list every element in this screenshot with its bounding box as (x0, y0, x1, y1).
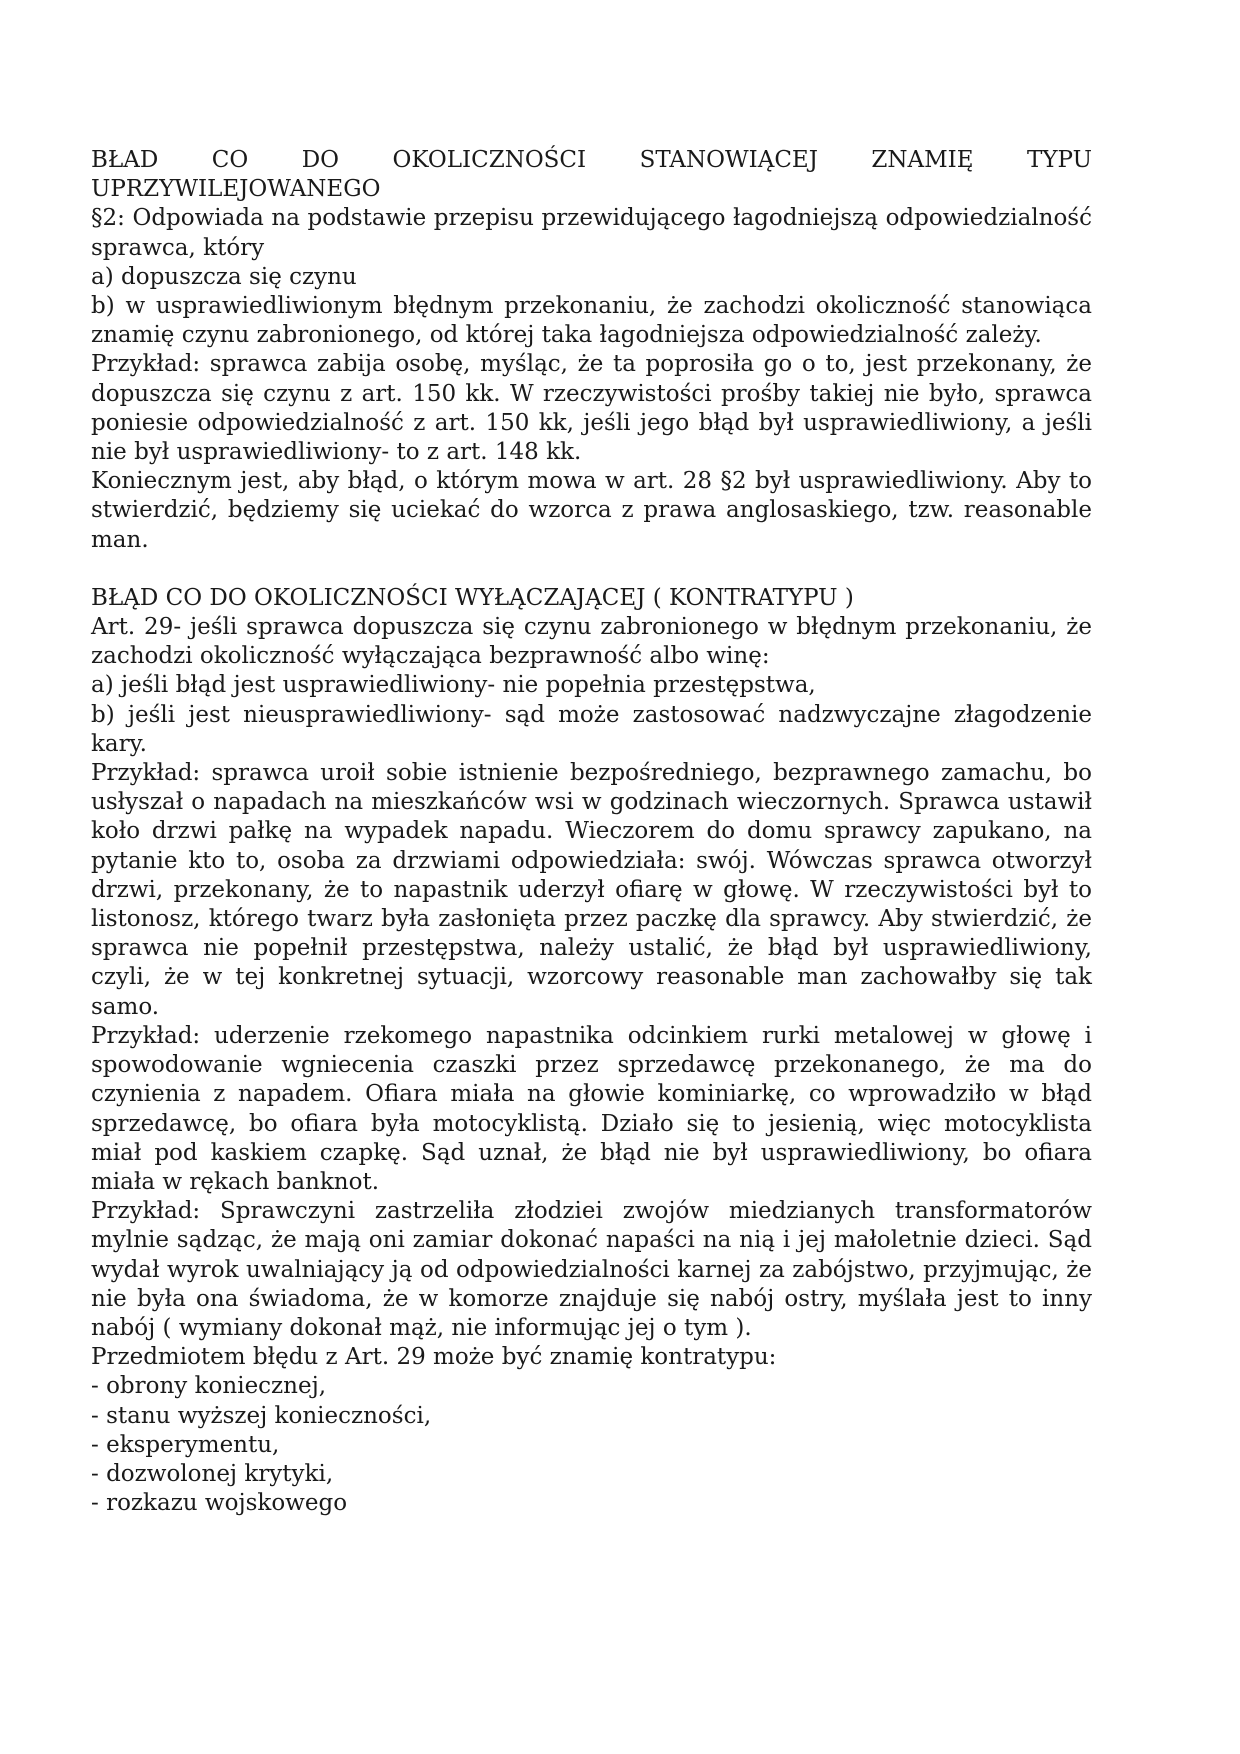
section1-heading: BŁAD CO DO OKOLICZNOŚCI STANOWIĄCEJ ZNAMIĘ TYPU UPRZYWILEJOWANEGO (91, 147, 1092, 203)
section2-paragraph-1: Art. 29- jeśli sprawca dopuszcza się czynu zabronionego w błędnym przekonaniu, że zachodzi okoliczność wyłączająca bezprawność albo winę: (91, 614, 1092, 670)
section2-example-3: Przykład: Sprawczyni zastrzeliła złodziei zwojów miedzianych transformatorów mylnie sądząc, że mają oni zamiar dokonać napaści na nią i jej małoletnie dzieci. Sąd wydał wyrok uwalniający ją od odpowiedzialności karnej za zabójstwo, przyjmując, że nie była ona świadoma, że w komorze znajduje się nabój ostry, myślała jest to inny nabój ( wymiany dokonał mąż, nie informując jej o tym ). (91, 1198, 1092, 1341)
kontratyp-list (91, 1372, 1092, 1518)
section1-item-b: b) w usprawiedliwionym błędnym przekonaniu, że zachodzi okoliczność stanowiąca znamię czynu zabronionego, od której taka łagodniejsza odpowiedzialność zależy. (91, 293, 1092, 349)
document-page (91, 146, 1092, 1518)
section2-heading: BŁĄD CO DO OKOLICZNOŚCI WYŁĄCZAJĄCEJ ( KONTRATYPU ) (91, 584, 854, 611)
section2-item-b: b) jeśli jest nieusprawiedliwiony- sąd może zastosować nadzwyczajne złagodzenie kary. (91, 701, 1092, 757)
section2-list-intro: Przedmiotem błędu z Art. 29 może być znamię kontratypu: (91, 1344, 777, 1371)
section1-paragraph-1: §2: Odpowiada na podstawie przepisu przewidującego łagodniejszą odpowiedzialność sprawca, który (91, 205, 1092, 261)
list-item: - stanu wyższej konieczności, (91, 1402, 432, 1429)
section2-item-a: a) jeśli błąd jest usprawiedliwiony- nie popełnia przestępstwa, (91, 672, 816, 699)
section2-example-2: Przykład: uderzenie rzekomego napastnika odcinkiem rurki metalowej w głowę i spowodowanie wgniecenia czaszki przez sprzedawcę przekonanego, że ma do czynienia z napadem. Ofiara miała na głowie kominiarkę, co wprowadziło w błąd sprzedawcę, bo ofiara była motocyklistą. Działo się to jesienią, więc motocyklista miał pod kaskiem czapkę. Sąd uznał, że błąd nie był usprawiedliwiony, bo ofiara miała w rękach banknot. (91, 1022, 1092, 1195)
list-item: - obrony koniecznej, (91, 1373, 327, 1400)
section2-example-1: Przykład: sprawca uroił sobie istnienie bezpośredniego, bezprawnego zamachu, bo usłyszał o napadach na mieszkańców wsi w godzinach wieczornych. Sprawca ustawił koło drzwi pałkę na wypadek napadu. Wieczorem do domu sprawcy zapukano, na pytanie kto to, osoba za drzwiami odpowiedziała: swój. Wówczas sprawca otworzył drzwi, przekonany, że to napastnik uderzył ofiarę w głowę. W rzeczywistości był to listonosz, którego twarz była zasłonięta przez paczkę dla sprawcy. Aby stwierdzić, że sprawca nie popełnił przestępstwa, należy ustalić, że błąd był usprawiedliwiony, czyli, że w tej konkretnej sytuacji, wzorcowy reasonable man zachowałby się tak samo. (91, 760, 1092, 1020)
list-item: - dozwolonej krytyki, (91, 1460, 334, 1487)
section1-item-a: a) dopuszcza się czynu (91, 263, 357, 290)
section1-example: Przykład: sprawca zabija osobę, myśląc, że ta poprosiła go o to, jest przekonany, że dopuszcza się czynu z art. 150 kk. W rzeczywistości prośby takiej nie było, sprawca poniesie odpowiedzialność z art. 150 kk, jeśli jego błąd był usprawiedliwiony, a jeśli nie był usprawiedliwiony- to z art. 148 kk. (91, 351, 1092, 466)
list-item: - eksperymentu, (91, 1431, 280, 1458)
section-spacer (91, 555, 1092, 584)
section1-conclusion: Koniecznym jest, aby błąd, o którym mowa w art. 28 §2 był usprawiedliwiony. Aby to stwierdzić, będziemy się uciekać do wzorca z prawa anglosaskiego, tzw. reasonable man. (91, 468, 1092, 553)
list-item: - rozkazu wojskowego (91, 1490, 348, 1517)
